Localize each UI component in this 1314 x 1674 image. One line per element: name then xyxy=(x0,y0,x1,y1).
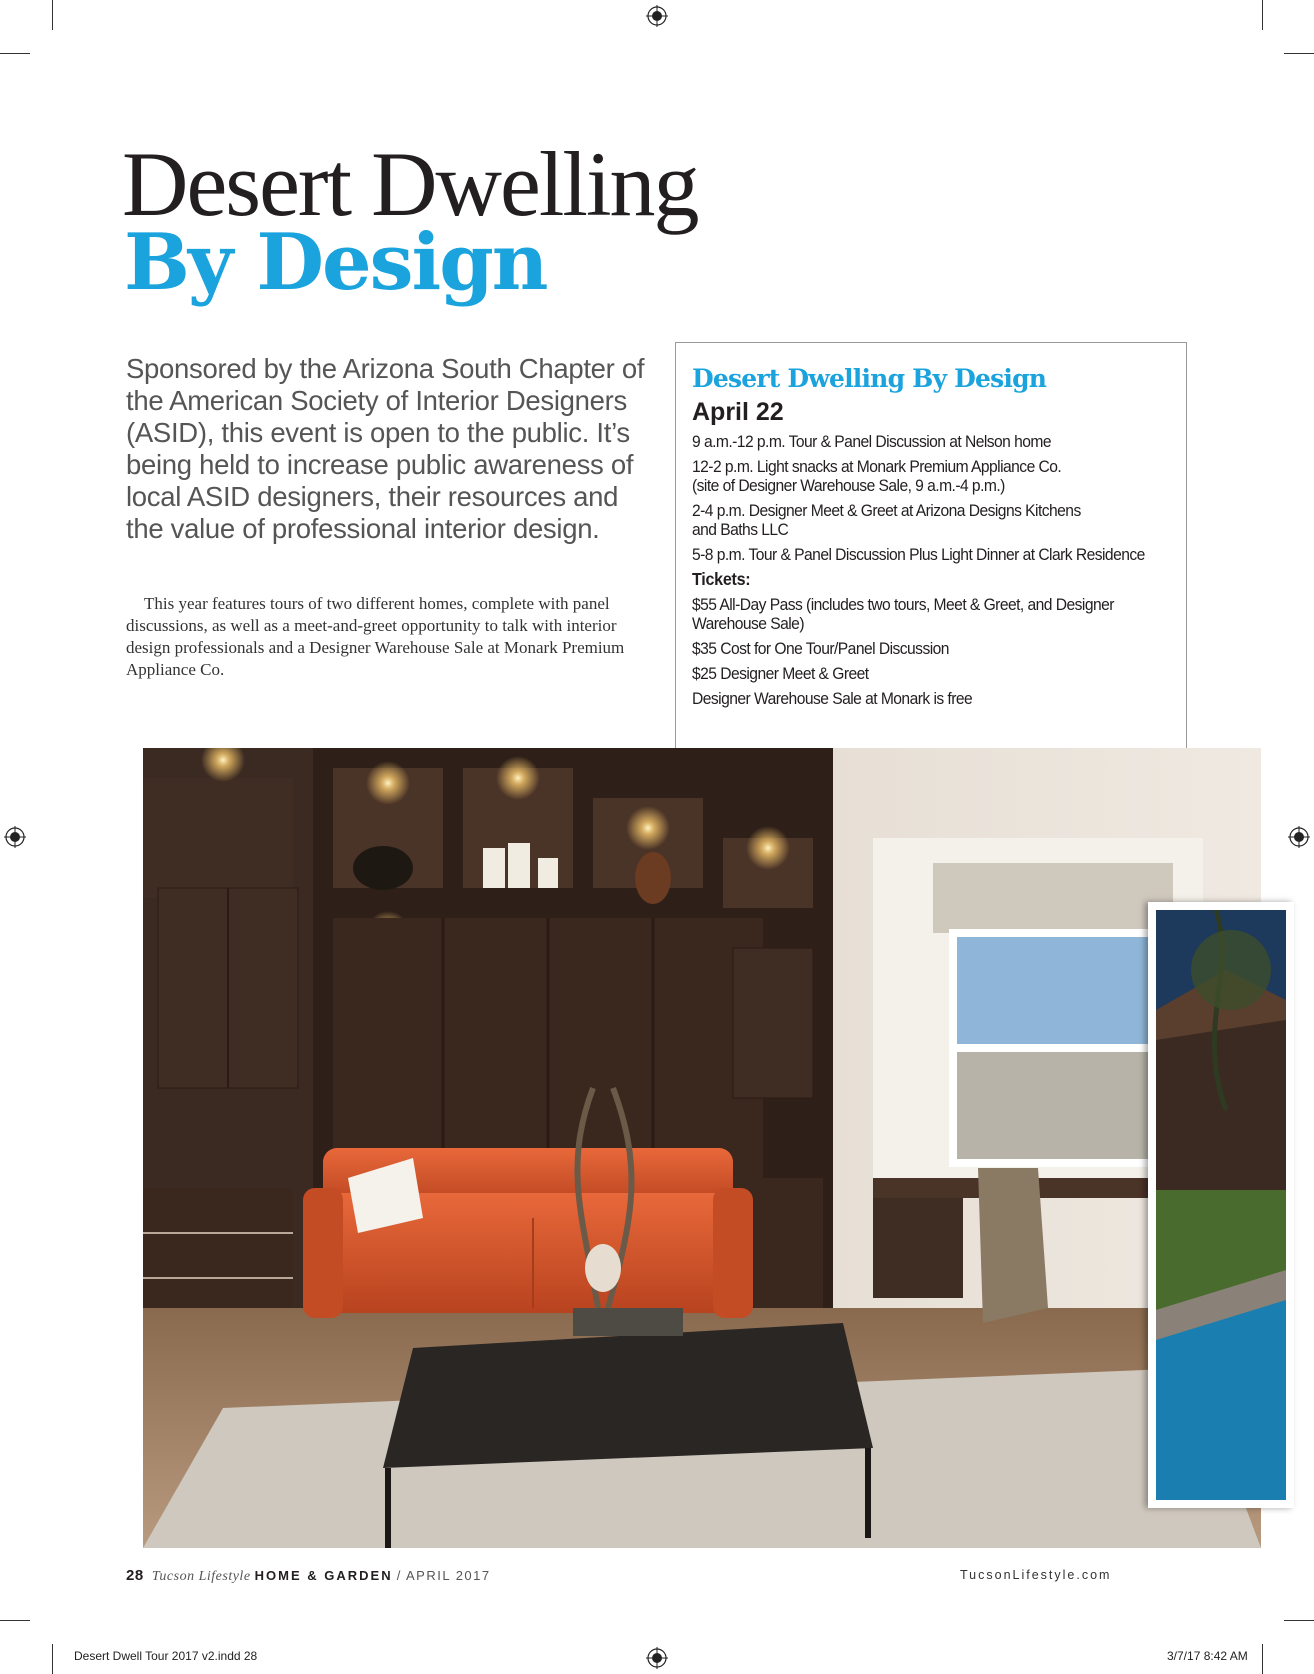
folio-separator: / xyxy=(396,1568,402,1583)
crop-mark xyxy=(0,1620,30,1621)
website: TucsonLifestyle.com xyxy=(960,1568,1112,1582)
body-paragraph: This year features tours of two different homes, complete with panel discussions, as well as a meet-and-greet opportunity to talk with interior design professionals and a Designer Warehouse Sale at Monark Premium Appliance Co. xyxy=(126,594,625,679)
event-schedule-list xyxy=(692,432,1182,714)
slug-timestamp: 3/7/17 8:42 AM xyxy=(1167,1649,1248,1663)
registration-mark-icon xyxy=(646,1647,668,1669)
living-room-illustration xyxy=(143,748,1261,1548)
headline-line-2: By Design xyxy=(124,217,547,308)
registration-mark-icon xyxy=(646,5,668,27)
living-room-photo xyxy=(143,748,1261,1548)
crop-mark xyxy=(1262,0,1263,30)
schedule-item: 5-8 p.m. Tour & Panel Discussion Plus Light Dinner at Clark Residence xyxy=(692,545,1145,564)
pool-exterior-illustration xyxy=(1156,910,1286,1500)
intro-paragraph: Sponsored by the Arizona South Chapter of the American Society of Interior Designers (ASID), this event is open to the public. It’s being held to increase public awareness of local ASID designers, their resources and the value of professional interior design. xyxy=(126,353,645,544)
schedule-item: 2-4 p.m. Designer Meet & Greet at Arizona Designs Kitchens and Baths LLC xyxy=(692,501,1081,539)
slug-filename: Desert Dwell Tour 2017 v2.indd 28 xyxy=(74,1649,258,1663)
folio xyxy=(126,1567,491,1585)
ticket-item: $35 Cost for One Tour/Panel Discussion xyxy=(692,639,949,658)
event-box-title: Desert Dwelling By Design xyxy=(692,364,1047,393)
issue-date: APRIL 2017 xyxy=(406,1568,491,1583)
page-number: 28 xyxy=(126,1567,144,1584)
crop-mark xyxy=(1284,1620,1314,1621)
schedule-item: 9 a.m.-12 p.m. Tour & Panel Discussion at Nelson home xyxy=(692,432,1052,451)
headline-line-1: Desert Dwelling xyxy=(122,133,698,235)
crop-mark xyxy=(1284,53,1314,54)
registration-mark-icon xyxy=(4,826,26,848)
schedule-item: 12-2 p.m. Light snacks at Monark Premium Appliance Co. (site of Designer Warehouse Sale, 9 a.m.-4 p.m.) xyxy=(692,457,1062,495)
crop-mark xyxy=(0,53,30,54)
ticket-item: $25 Designer Meet & Greet xyxy=(692,664,869,683)
event-date: April 22 xyxy=(692,398,784,426)
pool-exterior-inset-photo xyxy=(1148,902,1294,1508)
tickets-heading: Tickets: xyxy=(692,569,751,589)
magazine-name: Tucson Lifestyle xyxy=(151,1569,251,1584)
crop-mark xyxy=(52,0,53,30)
section-name: HOME & GARDEN xyxy=(254,1568,393,1583)
ticket-item: Designer Warehouse Sale at Monark is free xyxy=(692,689,973,708)
registration-mark-icon xyxy=(1288,826,1310,848)
crop-mark xyxy=(52,1644,53,1674)
crop-mark xyxy=(1262,1644,1263,1674)
ticket-item: $55 All-Day Pass (includes two tours, Meet & Greet, and Designer Warehouse Sale) xyxy=(692,595,1114,633)
